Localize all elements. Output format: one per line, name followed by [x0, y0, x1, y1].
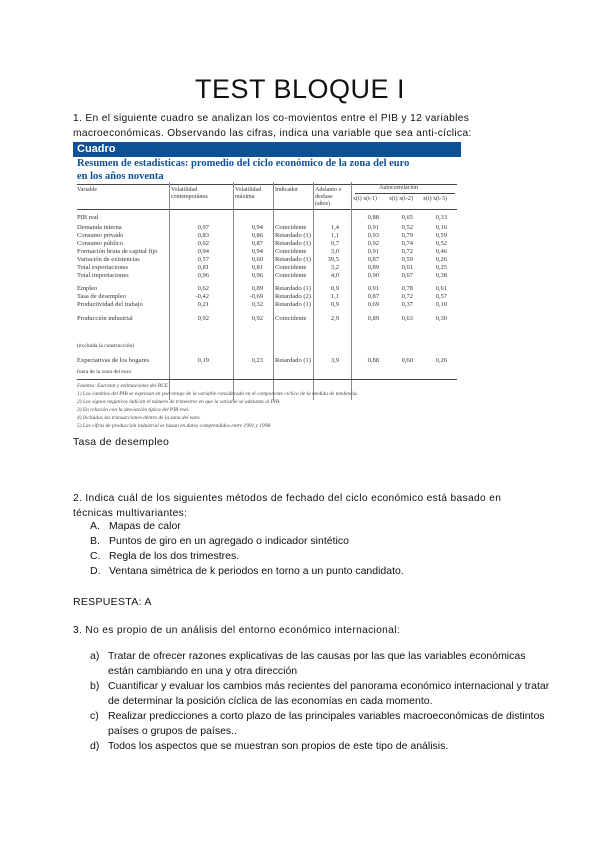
option-label: D.	[90, 565, 101, 577]
question-1-text: 1. En el siguiente cuadro se analizan los co-movientos entre el PIB y 12 variables macroeconómicas. Observando las cifras, indica una variable que sea anti-cíclica:	[73, 113, 472, 139]
table-cell-a1: 0,93	[367, 232, 379, 239]
option-label: A.	[90, 520, 100, 532]
table-cell-vc: 0,92	[197, 315, 209, 322]
table-cell-a1: 0,91	[367, 224, 379, 231]
table-cell-vc: 0,96	[197, 272, 209, 279]
table-cell-a2: 0,74	[401, 240, 413, 247]
table-cell-ad: 3,2	[330, 264, 339, 271]
option-label: c)	[90, 710, 99, 722]
table-cell-vm: 0,86	[251, 232, 263, 239]
table-cell-vm: 0,23	[251, 357, 263, 364]
table-cell-vc: 0,94	[197, 248, 209, 255]
col-header-vol-max: Volatilidad máxima	[235, 187, 262, 200]
option-text: Tratar de ofrecer razones explicativas de las causas por las que las variables económicas están cambiando en una y otra dirección	[108, 650, 526, 677]
table-cell-a2: 0,63	[401, 315, 413, 322]
table-cell-var: PIB real	[77, 214, 99, 221]
table-cell-ind: Retardado (1)	[275, 285, 311, 292]
question-3-text: 3. No es propio de un análisis del entorno económico internacional:	[73, 625, 401, 636]
footnote: 4) Incluidas las transacciones dentro de la zona del euro.	[77, 415, 201, 421]
col-header-autocorr: Autocorrelación	[379, 185, 418, 191]
table-cell-vm: 0,96	[251, 272, 263, 279]
table-cell-ind: Retardado (1)	[275, 301, 311, 308]
table-cell-var: Consumo privado	[77, 232, 124, 239]
table-cell-var: Producción industrial	[77, 315, 133, 322]
option-label: B.	[90, 535, 100, 547]
col-header-variable: Variable	[77, 187, 97, 193]
table-cell-a2: 0,52	[401, 224, 413, 231]
option-text: Puntos de giro en un agregado o indicador sintético	[109, 535, 349, 547]
table-cell-a1: 0,92	[367, 240, 379, 247]
footnote: 1) Los cambios del PIB se expresan en porcentaje de la variable considerada en el componente cíclico de la medida de tendencia.	[77, 391, 359, 397]
table-cell-var: Tasa de desempleo	[77, 293, 126, 300]
table-cell-a3: 0,46	[435, 248, 447, 255]
table-cell-a1: 0,69	[367, 301, 379, 308]
table-cell-vc: 0,02	[197, 240, 209, 247]
table-cell-var: Expectativas de los hogares	[77, 357, 150, 364]
row-subnote-industrial: (excluida la construcción)	[77, 343, 135, 349]
table-cell-ind: Retardado (1)	[275, 232, 311, 239]
table-cell-a3: 0,52	[435, 240, 447, 247]
table-cell-var: Empleo	[77, 285, 98, 292]
table-cell-vm: 0,60	[251, 256, 263, 263]
table-cell-ad: 1,1	[330, 232, 339, 239]
table-cell-a2: 0,72	[401, 248, 413, 255]
figure-title	[77, 157, 447, 183]
table-cell-vm: 0,94	[251, 224, 263, 231]
figure-title-line-2: en los años noventa	[77, 171, 164, 182]
table-cell-a2: 0,61	[401, 264, 413, 271]
table-cell-vc: 0,21	[197, 301, 209, 308]
table-cell-a3: 0,25	[435, 264, 447, 271]
footnote: Fuentes: Eurostat y estimaciones del BCE	[77, 383, 168, 389]
option-item	[90, 519, 550, 534]
column-divider	[351, 182, 352, 400]
col-header-adelanto: Adelanto o desfase (años)	[315, 187, 342, 207]
table-cell-ind: Retardado (1)	[275, 357, 311, 364]
table-cell-vc: 0,62	[197, 285, 209, 292]
table-cell-a1: 0,87	[367, 293, 379, 300]
footnote: 5) Las cifras de producción industrial se basan en datos comprendidos entre 1991 y 1998.	[77, 423, 272, 429]
table-cell-vm: 0,81	[251, 264, 263, 271]
table-cell-ad: 2,9	[330, 315, 339, 322]
table-cell-var: Productividad del trabajo	[77, 301, 143, 308]
table-cell-ad: 1,4	[330, 224, 339, 231]
question-1-answer: Tasa de desempleo	[73, 436, 170, 448]
table-cell-a3: 0,38	[435, 272, 447, 279]
page-title: TEST BLOQUE I	[194, 74, 406, 104]
question-2-answer: RESPUESTA: A	[73, 596, 152, 608]
option-item	[90, 709, 550, 739]
table-cell-a3: 0,33	[435, 214, 447, 221]
table-cell-ad: 4,0	[330, 272, 339, 279]
table-cell-var: Consumo público	[77, 240, 124, 247]
table-cell-vm: 0,92	[251, 315, 263, 322]
table-cell-ad: 0,9	[330, 285, 339, 292]
autocorr-underline	[355, 193, 455, 194]
option-item	[90, 739, 550, 754]
table-cell-a1: 0,87	[367, 256, 379, 263]
table-cell-a1: 0,91	[367, 248, 379, 255]
table-cell-a3: 0,16	[435, 224, 447, 231]
figure-title-line-1: Resumen de estadísticas: promedio del ciclo económico de la zona del euro	[77, 158, 410, 169]
table-cell-ad: 3,0	[330, 248, 339, 255]
table-cell-a1: 0,88	[367, 357, 379, 364]
table-cell-a1: 0,89	[367, 315, 379, 322]
table-cell-a3: 0,26	[435, 256, 447, 263]
table-cell-a2: 0,72	[401, 293, 413, 300]
option-text: Todos los aspectos que se muestran son propios de este tipo de análisis.	[108, 740, 449, 752]
option-item	[90, 679, 550, 709]
table-cell-vm: 0,89	[251, 285, 263, 292]
table-cell-vm: 0,94	[251, 248, 263, 255]
table-cell-a3: 0,26	[435, 357, 447, 364]
table-cell-a3: 0,30	[435, 315, 447, 322]
table-cell-a3: 0,61	[435, 285, 447, 292]
option-text: Mapas de calor	[109, 520, 181, 532]
option-label: b)	[90, 680, 100, 692]
table-cell-a3: 0,57	[435, 293, 447, 300]
option-text: Realizar predicciones a corto plazo de las principales variables macroeconómicas de distintos países o grupos de países..	[108, 710, 545, 737]
footnote: 2) Los signos negativos indican el número de trimestres en que la variable se adelanta al PIB.	[77, 399, 281, 405]
table-cell-vm: -0,69	[249, 293, 263, 300]
table-cell-ind: Retardado (1)	[275, 240, 311, 247]
table-cell-ad: 1,1	[330, 293, 339, 300]
table-cell-a2: 0,79	[401, 232, 413, 239]
figure-bottom-rule	[77, 379, 457, 380]
column-divider	[273, 182, 274, 400]
table-cell-a2: 0,65	[401, 214, 413, 221]
table-cell-ad: 0,9	[330, 301, 339, 308]
statistics-table-figure	[73, 142, 461, 442]
table-cell-a2: 0,67	[401, 272, 413, 279]
option-item	[90, 564, 550, 579]
table-cell-var: Total exportaciones	[77, 264, 128, 271]
footnote: 3) En relación con la desviación típica del PIB real.	[77, 407, 190, 413]
table-cell-vm: 0,87	[251, 240, 263, 247]
table-cell-ind: Coincidente	[275, 264, 307, 271]
option-text: Cuantificar y evaluar los cambios más recientes del panorama económico internacional y tratar de determinar la posición cíclica de las economías en cada momento.	[108, 680, 550, 707]
table-cell-var: Total importaciones	[77, 272, 129, 279]
question-3-options	[90, 649, 550, 754]
table-cell-a2: 0,78	[401, 285, 413, 292]
table-cell-ind: Coincidente	[275, 224, 307, 231]
table-cell-var: Demanda interna	[77, 224, 122, 231]
col-header-x2: x(t) x(t-2)	[389, 196, 413, 202]
table-cell-a3: 0,59	[435, 232, 447, 239]
option-item	[90, 549, 550, 564]
table-cell-a2: 0,37	[401, 301, 413, 308]
table-cell-vc: 0,83	[197, 232, 209, 239]
table-cell-vc: 0,19	[197, 357, 209, 364]
column-divider	[169, 182, 170, 400]
table-cell-vc: 0,97	[197, 224, 209, 231]
table-cell-ind: Coincidente	[275, 272, 307, 279]
option-label: d)	[90, 740, 100, 752]
table-cell-a1: 0,91	[367, 285, 379, 292]
table-cell-a2: 0,59	[401, 256, 413, 263]
table-cell-a1: 0,89	[367, 264, 379, 271]
option-text: Regla de los dos trimestres.	[109, 550, 240, 562]
option-label: C.	[90, 550, 101, 562]
col-header-x1: x(t) x(t-1)	[353, 196, 377, 202]
option-item	[90, 534, 550, 549]
question-2-options	[90, 519, 550, 579]
table-cell-vc: 0,57	[197, 256, 209, 263]
question-2-text: 2. Indica cuál de los siguientes métodos de fechado del ciclo económico está basado en técnicas multivariantes:	[73, 493, 502, 519]
option-label: a)	[90, 650, 100, 662]
col-header-vol-contemp: Volatilidad contemporánea	[171, 187, 208, 200]
table-cell-var: Formación bruta de capital fijo	[77, 248, 158, 255]
table-cell-ind: Retardado (1)	[275, 256, 311, 263]
table-cell-a3: 0,10	[435, 301, 447, 308]
table-cell-ind: Coincidente	[275, 315, 307, 322]
table-cell-ind: Retardado (2)	[275, 293, 311, 300]
table-cell-vc: 0,81	[197, 264, 209, 271]
table-cell-a1: 0,90	[367, 272, 379, 279]
table-cell-a2: 0,60	[401, 357, 413, 364]
table-cell-ind: Coincidente	[275, 248, 307, 255]
table-cell-ad: 3,9	[330, 357, 339, 364]
figure-header: Cuadro	[73, 142, 461, 157]
col-header-x3: x(t) x(t-3)	[423, 196, 447, 202]
figure-header-rule	[77, 209, 457, 210]
option-item	[90, 649, 550, 679]
col-header-indicador: Indicador	[275, 187, 298, 193]
table-cell-ad: 39,5	[327, 256, 339, 263]
table-cell-vc: -0,42	[195, 293, 209, 300]
table-cell-ad: 0,7	[330, 240, 339, 247]
option-text: Ventana simétrica de k periodos en torno a un punto candidato.	[109, 565, 404, 577]
table-cell-var: Variación de existencias	[77, 256, 140, 263]
row-subnote-hogares: fuera de la zona del euro	[77, 369, 132, 375]
table-cell-a1: 0,88	[367, 214, 379, 221]
table-cell-vm: 0,32	[251, 301, 263, 308]
